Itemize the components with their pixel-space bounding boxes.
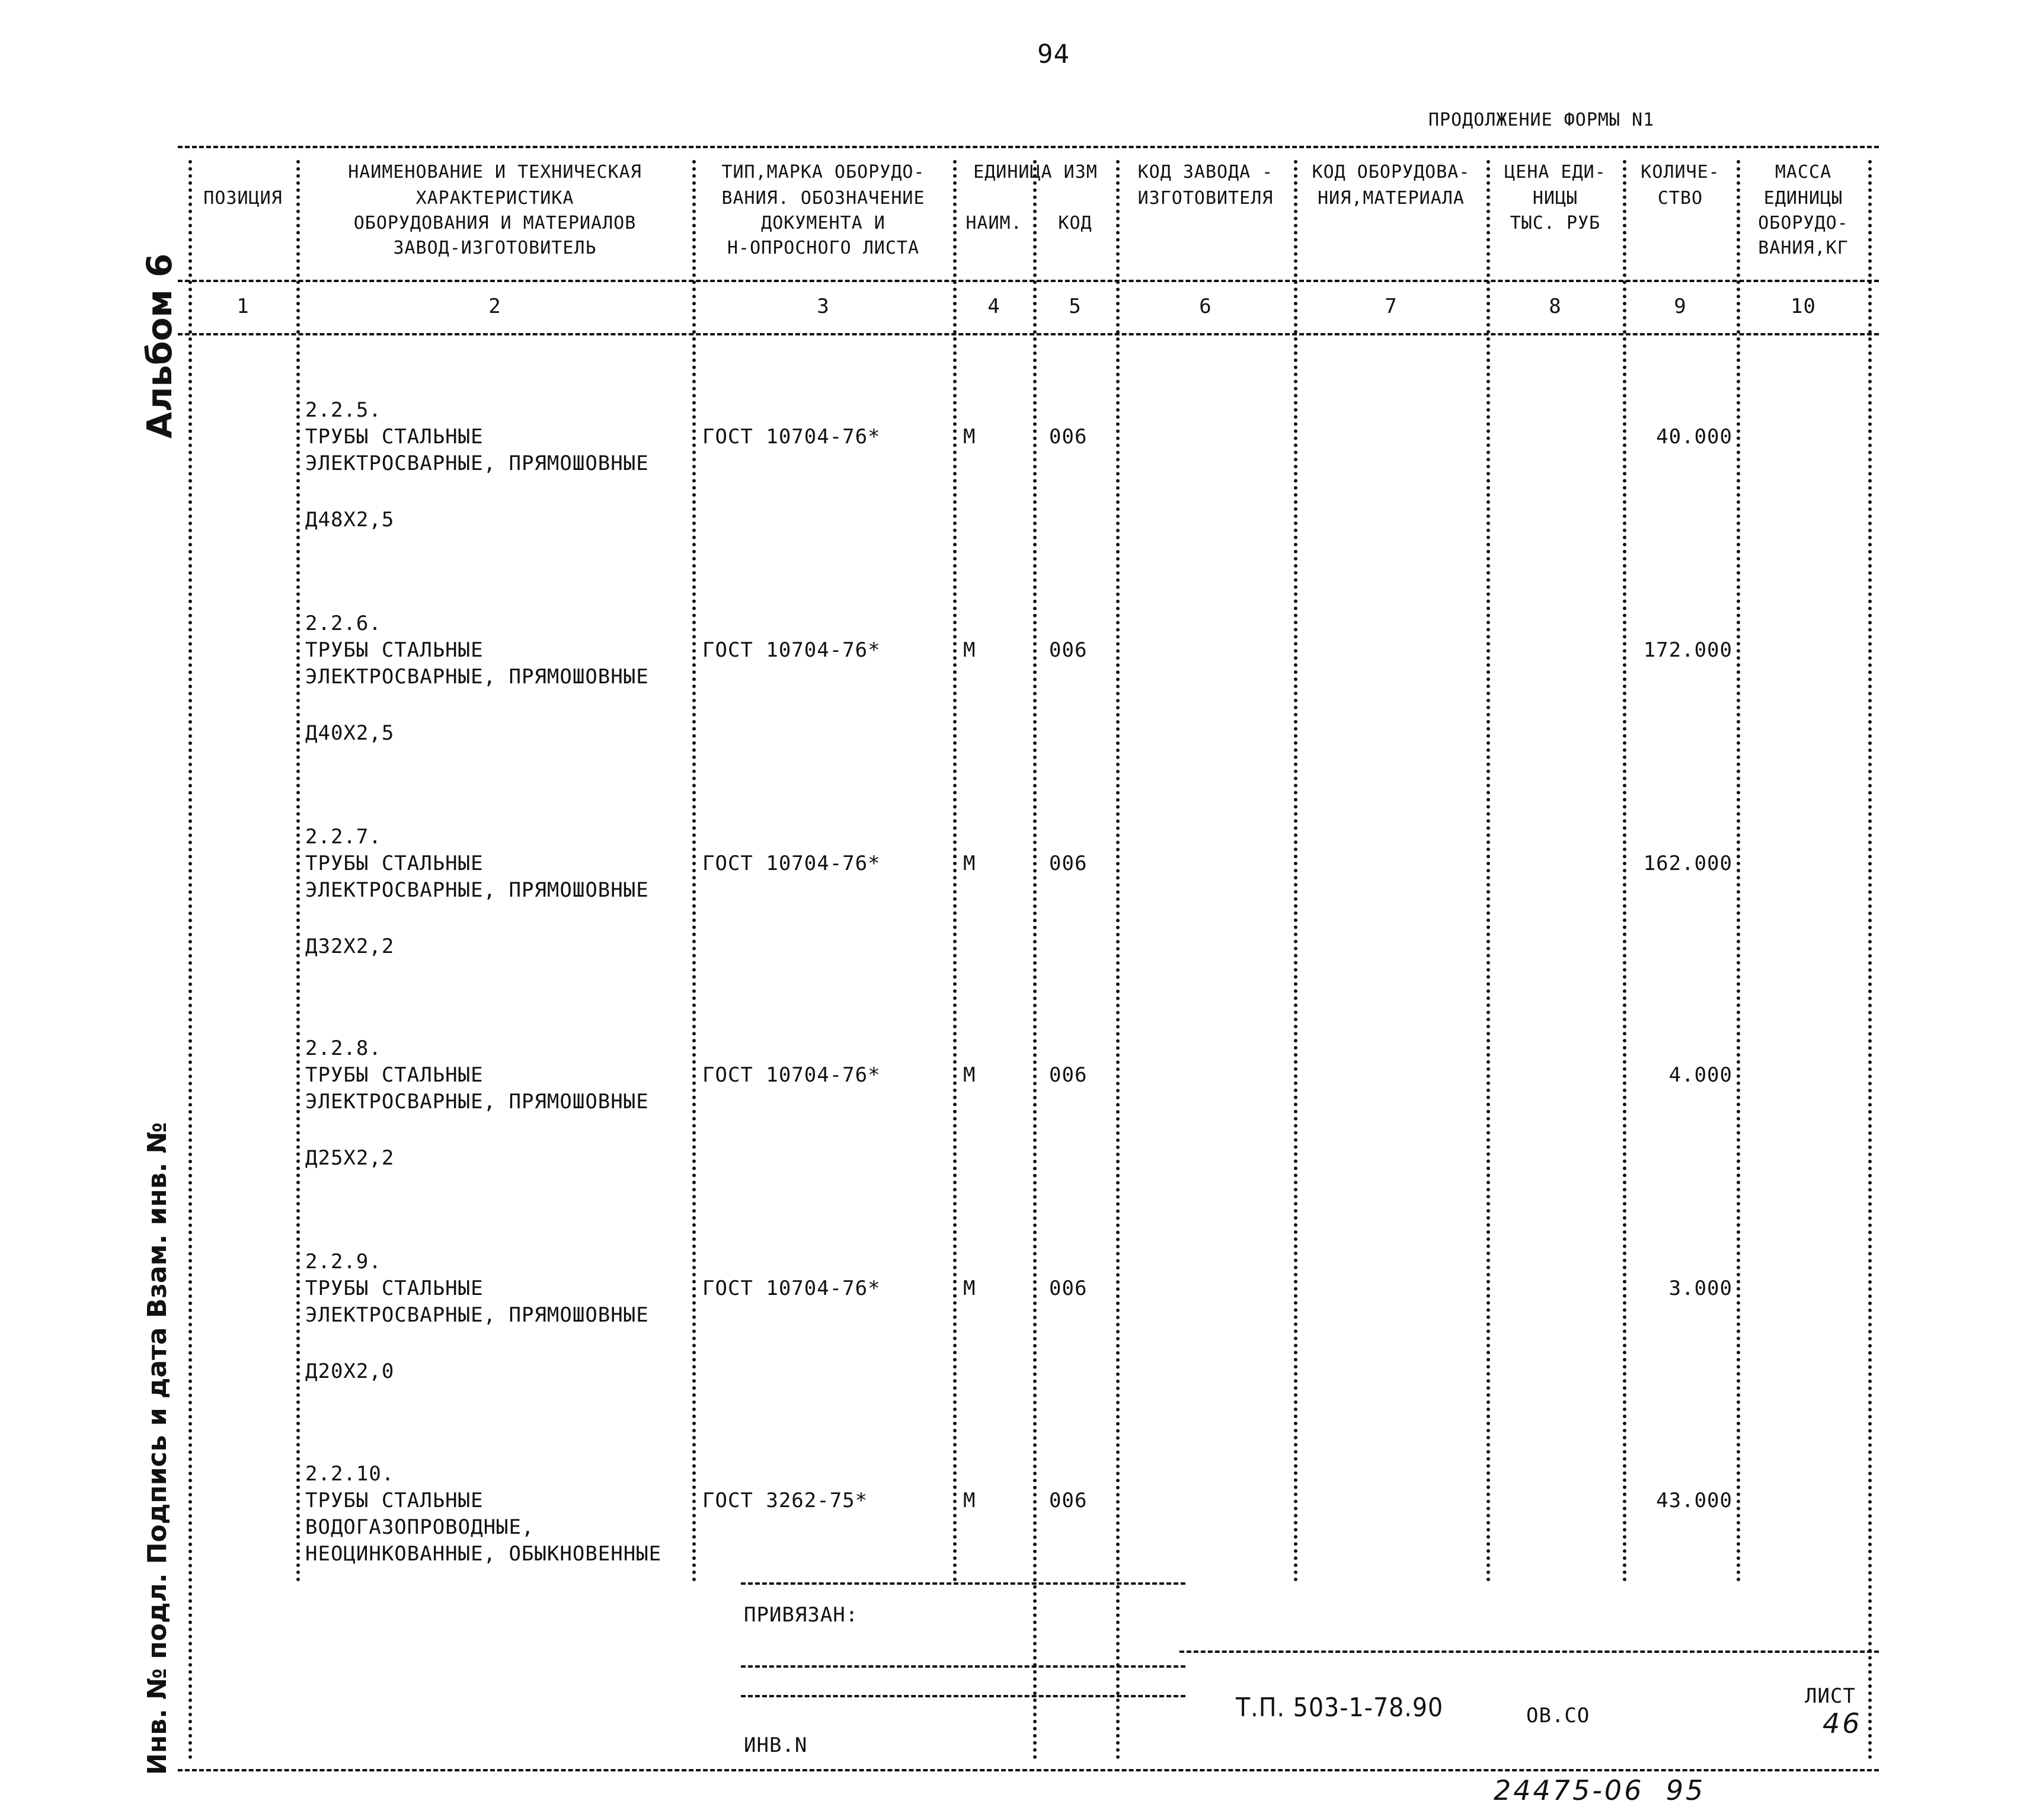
item-position: 2.2.8.: [305, 1037, 382, 1060]
document-code: Т.П. 503-1-78.90: [1236, 1693, 1444, 1723]
sheet-label: ЛИСТ: [1805, 1684, 1856, 1708]
item-unit-code: 006: [1049, 1063, 1088, 1087]
column-divider: [1868, 160, 1872, 1760]
item-unit: М: [963, 1489, 976, 1512]
item-name-line: ЭЛЕКТРОСВАРНЫЕ, ПРЯМОШОВНЫЕ: [305, 878, 649, 902]
item-unit: М: [963, 852, 976, 875]
column-header-line: СТВО: [1657, 188, 1703, 209]
column-divider: [1486, 160, 1490, 1582]
item-unit-code: 006: [1049, 1489, 1088, 1512]
item-size: Д40Х2,5: [305, 721, 395, 745]
column-divider: [692, 160, 696, 1582]
item-quantity: 172.000: [1643, 638, 1732, 662]
item-name-line: НЕОЦИНКОВАННЫЕ, ОБЫКНОВЕННЫЕ: [305, 1542, 662, 1566]
item-name-line: ЭЛЕКТРОСВАРНЫЕ, ПРЯМОШОВНЫЕ: [305, 665, 649, 689]
column-header-line: ОБОРУДО-: [1758, 213, 1849, 234]
column-header-line: ОБОРУДОВАНИЯ И МАТЕРИАЛОВ: [353, 213, 637, 234]
bound-label: ПРИВЯЗАН:: [744, 1603, 859, 1627]
column-divider: [953, 160, 957, 1582]
item-name-line: ЭЛЕКТРОСВАРНЫЕ, ПРЯМОШОВНЫЕ: [305, 1303, 649, 1327]
column-header-line: ТИП,МАРКА ОБОРУДО-: [721, 162, 925, 183]
item-position: 2.2.5.: [305, 398, 382, 422]
column-number: 6: [1199, 295, 1212, 318]
item-document: ГОСТ 10704-76*: [702, 852, 881, 875]
column-number: 9: [1674, 295, 1687, 318]
item-document: ГОСТ 10704-76*: [702, 638, 881, 662]
item-quantity: 162.000: [1643, 852, 1732, 875]
item-quantity: 4.000: [1668, 1063, 1732, 1087]
item-size: Д25Х2,2: [305, 1146, 395, 1170]
column-divider: [1294, 160, 1297, 1582]
column-header-line: ИЗГОТОВИТЕЛЯ: [1137, 188, 1274, 209]
inv-label: ИНВ.N: [744, 1733, 808, 1757]
item-document: ГОСТ 10704-76*: [702, 425, 881, 449]
item-size: Д32Х2,2: [305, 935, 395, 958]
item-quantity: 3.000: [1668, 1277, 1732, 1300]
column-header-line: ТЫС. РУБ: [1510, 213, 1601, 234]
document-suffix: ОВ.СО: [1526, 1704, 1590, 1728]
item-name-line: ТРУБЫ СТАЛЬНЫЕ: [305, 852, 484, 875]
item-size: Д48Х2,5: [305, 508, 395, 532]
column-header-line: КОЛИЧЕ-: [1641, 162, 1720, 183]
item-position: 2.2.10.: [305, 1462, 395, 1486]
column-divider: [1033, 160, 1037, 1760]
column-header-line: ДОКУМЕНТА И: [761, 213, 885, 234]
item-unit-code: 006: [1049, 852, 1088, 875]
item-name-line: ТРУБЫ СТАЛЬНЫЕ: [305, 638, 484, 662]
item-unit: М: [963, 1277, 976, 1300]
column-header-line: НИЦЫ: [1532, 188, 1578, 209]
column-number: 3: [817, 295, 830, 318]
column-divider: [1737, 160, 1740, 1582]
item-unit-code: 006: [1049, 638, 1088, 662]
column-divider: [188, 160, 192, 1760]
column-header-line: КОД ОБОРУДОВА-: [1312, 162, 1470, 183]
column-number: 1: [236, 295, 250, 318]
column-number: 10: [1791, 295, 1816, 318]
item-name-line: ТРУБЫ СТАЛЬНЫЕ: [305, 425, 484, 449]
item-unit: М: [963, 638, 976, 662]
album-side-label: Альбом 6: [139, 253, 180, 439]
item-name-line: ТРУБЫ СТАЛЬНЫЕ: [305, 1489, 484, 1512]
item-quantity: 40.000: [1656, 425, 1732, 449]
item-size: Д20Х2,0: [305, 1360, 395, 1383]
stamp-side-label: Инв. № подл. Подпись и дата Взам. инв. №: [142, 1122, 172, 1775]
column-divider: [1116, 160, 1120, 1760]
stamp-mid-rule: [1179, 1651, 1879, 1653]
item-document: ГОСТ 10704-76*: [702, 1063, 881, 1087]
column-divider: [296, 160, 300, 1582]
item-position: 2.2.7.: [305, 825, 382, 849]
item-unit: М: [963, 1063, 976, 1087]
column-header-line: НАИМ.: [966, 213, 1022, 234]
item-unit: М: [963, 425, 976, 449]
column-number: 2: [488, 295, 501, 318]
item-name-line: ЭЛЕКТРОСВАРНЫЕ, ПРЯМОШОВНЫЕ: [305, 452, 649, 475]
column-header-line: ВАНИЯ,КГ: [1758, 238, 1849, 258]
item-position: 2.2.9.: [305, 1250, 382, 1274]
item-quantity: 43.000: [1656, 1489, 1732, 1512]
bottom-handwritten-note: 24475-06 95: [1494, 1774, 1706, 1806]
page-number: 94: [1037, 39, 1070, 69]
column-number: 7: [1385, 295, 1398, 318]
column-header-line: ЕДИНИЦЫ: [1763, 188, 1843, 209]
column-header-line: МАССА: [1775, 162, 1832, 183]
item-unit-code: 006: [1049, 425, 1088, 449]
column-header-line: НИЯ,МАТЕРИАЛА: [1318, 188, 1465, 209]
column-header-line: Н-ОПРОСНОГО ЛИСТА: [727, 238, 920, 258]
column-number: 8: [1549, 295, 1562, 318]
column-header-line: ЗАВОД-ИЗГОТОВИТЕЛЬ: [393, 238, 597, 258]
item-unit-code: 006: [1049, 1277, 1088, 1300]
column-number: 5: [1069, 295, 1082, 318]
column-header-line: ХАРАКТЕРИСТИКА: [415, 188, 574, 209]
item-name-line: ТРУБЫ СТАЛЬНЫЕ: [305, 1063, 484, 1087]
table-bottom-rule: [178, 1769, 1879, 1771]
item-document: ГОСТ 3262-75*: [702, 1489, 868, 1512]
column-header-line: ВАНИЯ. ОБОЗНАЧЕНИЕ: [721, 188, 925, 209]
column-number: 4: [987, 295, 1000, 318]
column-header-line: НАИМЕНОВАНИЕ И ТЕХНИЧЕСКАЯ: [348, 162, 642, 183]
form-title: ПРОДОЛЖЕНИЕ ФОРМЫ N1: [1428, 110, 1655, 130]
item-name-line: ВОДОГАЗОПРОВОДНЫЕ,: [305, 1515, 535, 1539]
item-name-line: ЭЛЕКТРОСВАРНЫЕ, ПРЯМОШОВНЫЕ: [305, 1090, 649, 1114]
column-header-line: КОД: [1058, 213, 1092, 234]
item-name-line: ТРУБЫ СТАЛЬНЫЕ: [305, 1277, 484, 1300]
sheet-number: 46: [1823, 1707, 1862, 1739]
column-header-line: ПОЗИЦИЯ: [203, 188, 283, 209]
table-top-rule: [178, 146, 1879, 148]
item-document: ГОСТ 10704-76*: [702, 1277, 881, 1300]
column-header-line: ЦЕНА ЕДИ-: [1504, 162, 1606, 183]
item-position: 2.2.6.: [305, 612, 382, 635]
unit-group-header: ЕДИНИЦА ИЗМ: [973, 162, 1098, 183]
column-header-line: КОД ЗАВОДА -: [1137, 162, 1274, 183]
